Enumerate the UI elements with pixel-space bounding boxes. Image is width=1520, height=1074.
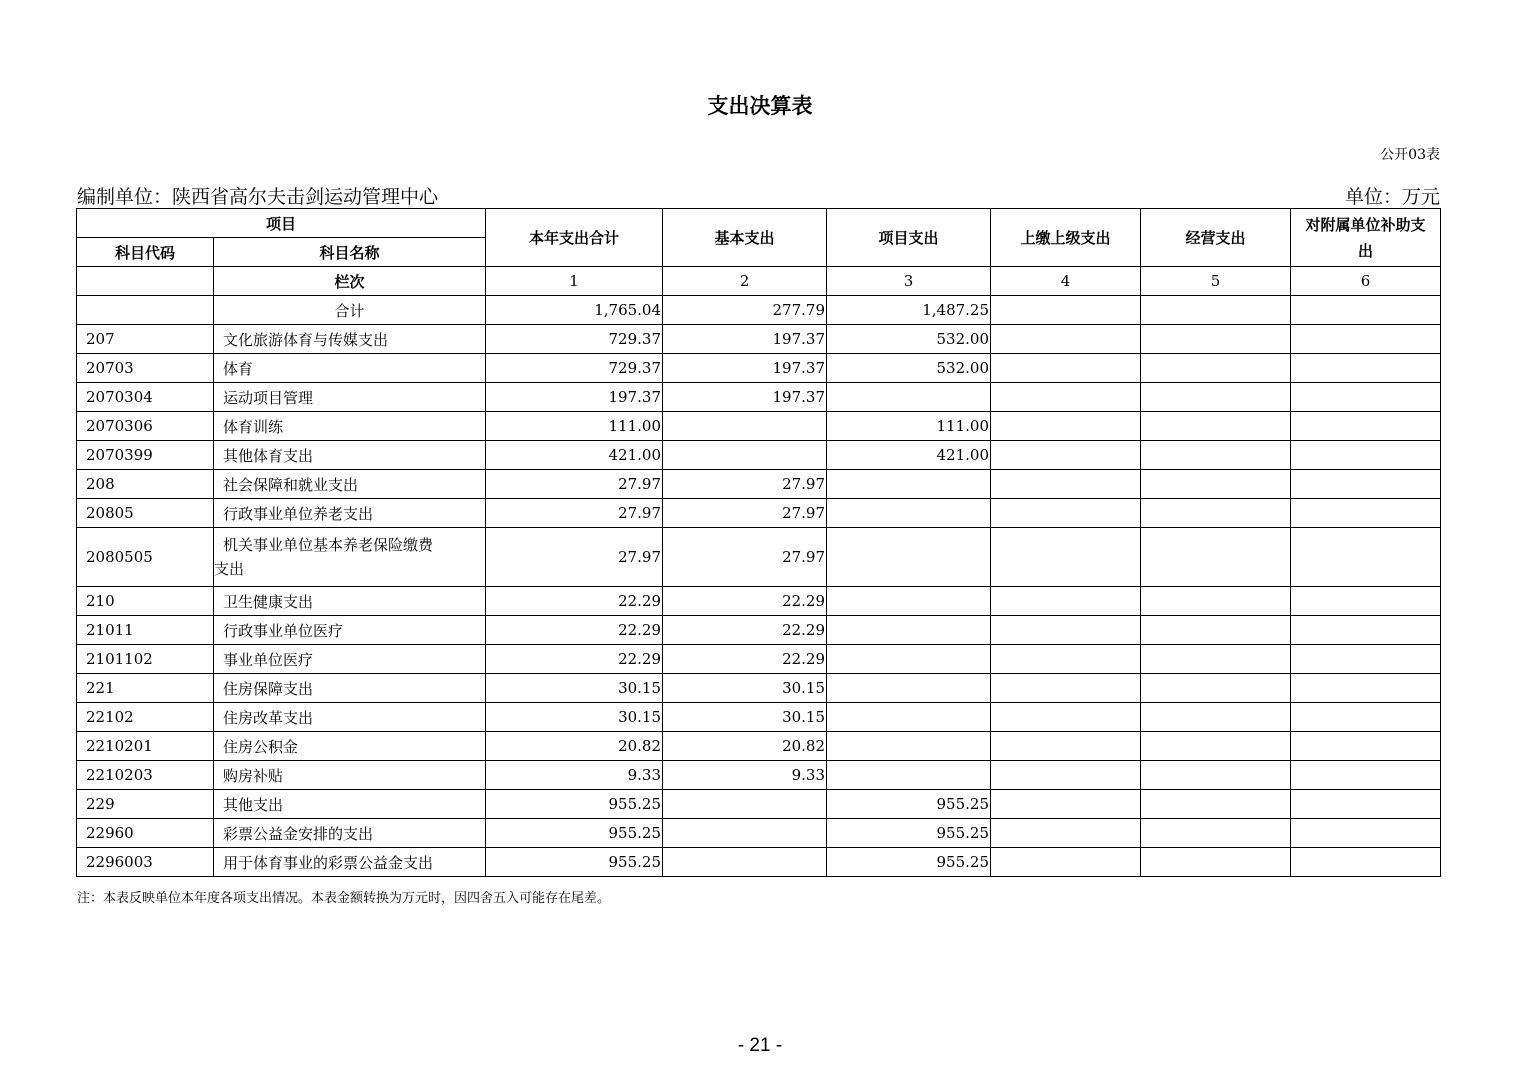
index-label: 栏次 [214,267,486,296]
index-empty [77,267,214,296]
total-project: 1,487.25 [827,296,991,325]
header-name: 科目名称 [214,238,486,267]
header-basic: 基本支出 [663,209,827,267]
table-row: 2070304 运动项目管理 197.37 197.37 [77,383,1441,412]
total-row [77,296,1441,325]
table-row: 22102 住房改革支出 30.15 30.15 [77,703,1441,732]
index-6: 6 [1291,267,1441,296]
table-row: 208 社会保障和就业支出 27.97 27.97 [77,470,1441,499]
table-row: 229 其他支出 955.25 955.25 [77,790,1441,819]
header-upper: 上缴上级支出 [991,209,1141,267]
name-line1: 机关事业单位基本养老保险缴费 [223,536,434,554]
table-row: 221 住房保障支出 30.15 30.15 [77,674,1441,703]
table-row: 21011 行政事业单位医疗 22.29 22.29 [77,616,1441,645]
index-4: 4 [991,267,1141,296]
index-3: 3 [827,267,991,296]
table-row: 2210203 购房补贴 9.33 9.33 [77,761,1441,790]
unit-label: 单位：万元 [1344,186,1440,208]
header-business: 经营支出 [1141,209,1291,267]
table-row: 210 卫生健康支出 22.29 22.29 [77,587,1441,616]
header-code: 科目代码 [77,238,214,267]
header-subsidy-line1: 对附属单位补助支 [1305,215,1426,234]
total-label: 合计 [214,296,486,325]
index-1: 1 [486,267,663,296]
total-basic: 277.79 [663,296,827,325]
table-row: 2296003 用于体育事业的彩票公益金支出 955.25 955.25 [77,848,1441,877]
header-subsidy [1291,209,1441,267]
org-label: 编制单位：陕西省高尔夫击剑运动管理中心 [77,186,439,208]
table-row: 2070399 其他体育支出 421.00 421.00 [77,441,1441,470]
table-row: 2080505 机关事业单位基本养老保险缴费 支出 27.97 27.97 [77,528,1441,587]
name-line2: 支出 [214,560,245,578]
index-5: 5 [1141,267,1291,296]
table-row: 20805 行政事业单位养老支出 27.97 27.97 [77,499,1441,528]
header-project: 项目 [77,209,486,238]
table-row: 20703 体育 729.37 197.37 532.00 [77,354,1441,383]
table-row: 2210201 住房公积金 20.82 20.82 [77,732,1441,761]
table-row: 22960 彩票公益金安排的支出 955.25 955.25 [77,819,1441,848]
table-row: 2101102 事业单位医疗 22.29 22.29 [77,645,1441,674]
expenditure-table [76,208,1441,877]
page-title: 支出决算表 [707,94,813,118]
total-amount: 1,765.04 [486,296,663,325]
table-row: 207 文化旅游体育与传媒支出 729.37 197.37 532.00 [77,325,1441,354]
table-row: 2070306 体育训练 111.00 111.00 [77,412,1441,441]
header-subsidy-line2: 出 [1358,241,1374,260]
form-number: 公开03表 [1380,147,1440,163]
header-project-exp: 项目支出 [827,209,991,267]
header-total: 本年支出合计 [486,209,663,267]
index-2: 2 [663,267,827,296]
page-number: - 21 - [737,1035,783,1056]
footnote: 注：本表反映单位本年度各项支出情况。本表金额转换为万元时，因四舍五入可能存在尾差。 [77,891,611,906]
